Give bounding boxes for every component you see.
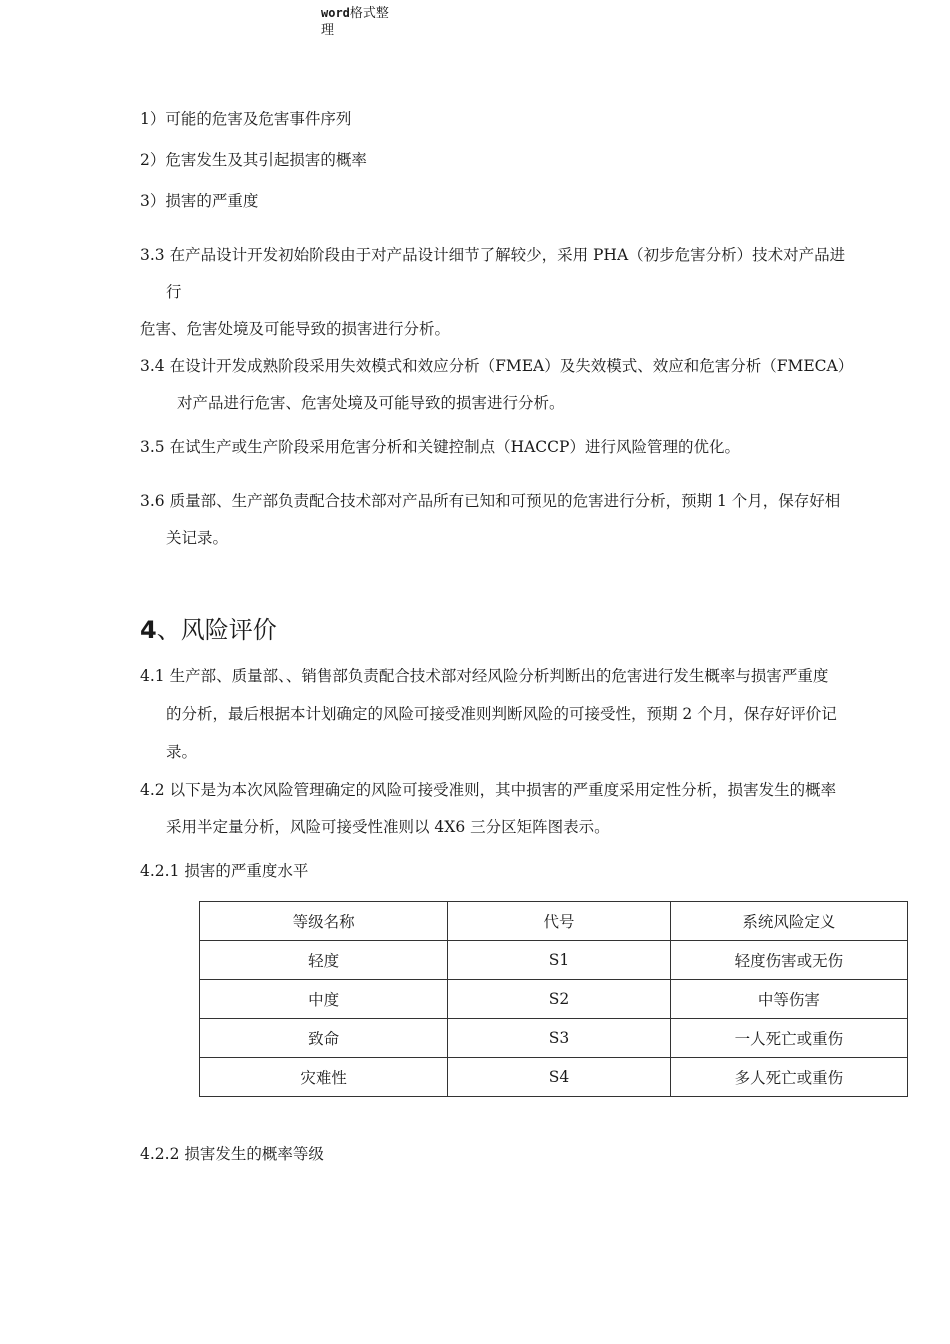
- list-item-1: 1）可能的危害及危害事件序列: [140, 110, 352, 128]
- section-4-2-line1: 4.2 以下是为本次风险管理确定的风险可接受准则，其中损害的严重度采用定性分析，损害发生的概率: [140, 781, 837, 799]
- heading-text: 、风险评价: [156, 616, 277, 644]
- section-3-4-line1: 3.4 在设计开发成熟阶段采用失效模式和效应分析（FMEA）及失效模式、效应和危害分析（FMECA）: [140, 357, 854, 375]
- table-cell: S1: [448, 941, 670, 980]
- section-3-3-line3: 危害、危害处境及可能导致的损害进行分析。: [140, 320, 451, 338]
- table-header-cell: 代号: [448, 902, 670, 941]
- section-4-1-line2: 的分析，最后根据本计划确定的风险可接受准则判断风险的可接受性，预期 2 个月，保存好评价记: [166, 705, 837, 723]
- table-cell: 轻度伤害或无伤: [670, 941, 907, 980]
- section-4-1-line1: 4.1 生产部、质量部、、销售部负责配合技术部对经风险分析判断出的危害进行发生概率与损害严重度: [140, 667, 829, 685]
- table-header-row: [200, 902, 908, 941]
- table-cell: 中度: [200, 980, 448, 1019]
- table-cell: 中等伤害: [670, 980, 907, 1019]
- header-line2: 理: [321, 23, 335, 38]
- table-row: [200, 941, 908, 980]
- section-3-5: 3.5 在试生产或生产阶段采用危害分析和关键控制点（HACCP）进行风险管理的优化。: [140, 438, 740, 456]
- header-word: word: [321, 6, 350, 20]
- section-3-4-line2: 对产品进行危害、危害处境及可能导致的损害进行分析。: [177, 394, 565, 412]
- heading-section-4: [140, 613, 277, 647]
- table-cell: S2: [448, 980, 670, 1019]
- table-row: [200, 1019, 908, 1058]
- section-3-3-line2: 行: [166, 283, 182, 301]
- list-item-2: 2）危害发生及其引起损害的概率: [140, 151, 367, 169]
- table-header-cell: 等级名称: [200, 902, 448, 941]
- table-cell: 轻度: [200, 941, 448, 980]
- header-rest: 格式整: [349, 6, 389, 21]
- section-4-2-line2: 采用半定量分析，风险可接受性准则以 4X6 三分区矩阵图表示。: [166, 818, 610, 836]
- section-4-2-1-title: 4.2.1 损害的严重度水平: [140, 862, 309, 880]
- section-3-3-line1: 3.3 在产品设计开发初始阶段由于对产品设计细节了解较少，采用 PHA（初步危害分析）技术对产品进: [140, 246, 846, 264]
- table-row: [200, 980, 908, 1019]
- table-cell: 多人死亡或重伤: [670, 1058, 907, 1097]
- table-cell: 一人死亡或重伤: [670, 1019, 907, 1058]
- section-3-6-line1: 3.6 质量部、生产部负责配合技术部对产品所有已知和可预见的危害进行分析，预期 1 个月，保存好相: [140, 492, 841, 510]
- table-cell: S3: [448, 1019, 670, 1058]
- table-cell: 灾难性: [200, 1058, 448, 1097]
- section-4-2-2-title: 4.2.2 损害发生的概率等级: [140, 1145, 324, 1163]
- heading-number: 4: [140, 616, 157, 644]
- severity-table: [199, 901, 908, 1097]
- table-cell: S4: [448, 1058, 670, 1097]
- page-header: [321, 5, 401, 39]
- section-4-1-line3: 录。: [166, 743, 198, 761]
- table-header-cell: 系统风险定义: [670, 902, 907, 941]
- section-3-6-line2: 关记录。: [166, 529, 229, 547]
- table-cell: 致命: [200, 1019, 448, 1058]
- list-item-3: 3）损害的严重度: [140, 192, 259, 210]
- table-row: [200, 1058, 908, 1097]
